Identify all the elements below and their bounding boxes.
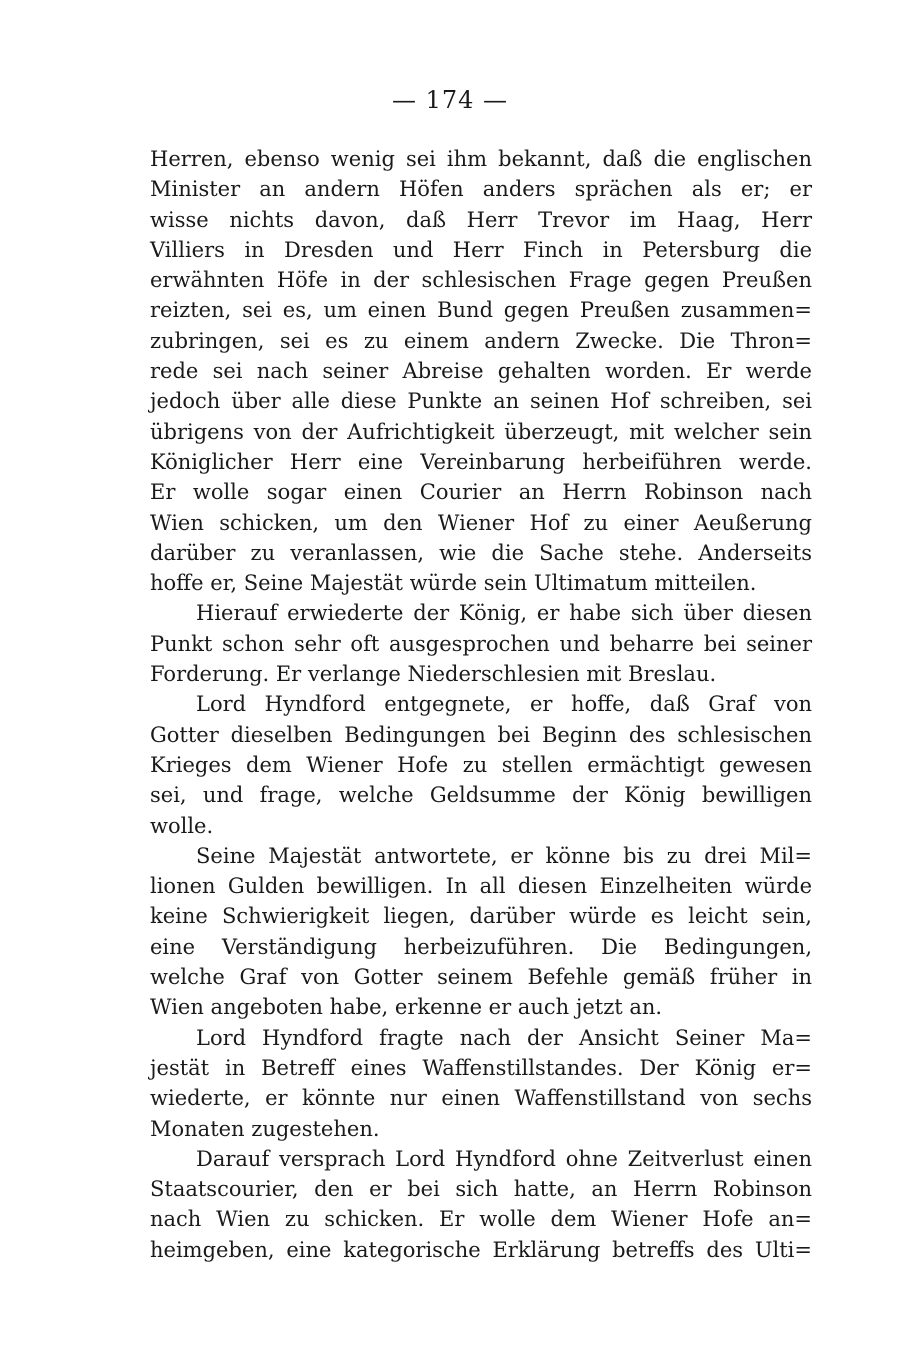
text-line: Minister an andern Höfen anders sprächen als er; er (150, 177, 812, 202)
text-line: übrigens von der Aufrichtigkeit überzeugt, mit welcher sein (150, 419, 812, 444)
text-line: eine Verständigung herbeizuführen. Die Bedingungen, (150, 934, 812, 959)
text-line: Gotter dieselben Bedingungen bei Beginn des schlesischen (150, 722, 812, 747)
text-line: nach Wien zu schicken. Er wolle dem Wiener Hofe an= (150, 1207, 812, 1232)
paragraph-first-line: Lord Hyndford entgegnete, er hoffe, daß Graf von (196, 692, 812, 717)
text-line: Villiers in Dresden und Herr Finch in Petersburg die (150, 237, 812, 262)
page-number: — 174 — (391, 86, 509, 114)
text-line: wolle. (150, 813, 214, 838)
text-line: wisse nichts davon, daß Herr Trevor im Haag, Herr (150, 207, 812, 232)
text-line: Forderung. Er verlange Niederschlesien mit Breslau. (150, 662, 717, 687)
text-line: Wien angeboten habe, erkenne er auch jetzt an. (150, 995, 663, 1020)
text-line: keine Schwierigkeit liegen, darüber würde es leicht sein, (150, 904, 812, 929)
text-line: erwähnten Höfe in der schlesischen Frage gegen Preußen (150, 268, 812, 293)
text-line: Staatscourier, den er bei sich hatte, an Herrn Robinson (150, 1177, 812, 1202)
text-line: sei, und frage, welche Geldsumme der König bewilligen (150, 783, 812, 808)
text-line: Er wolle sogar einen Courier an Herrn Robinson nach (150, 480, 812, 505)
text-line: jestät in Betreff eines Waffenstillstandes. Der König er= (150, 1055, 812, 1080)
text-line: Punkt schon sehr oft ausgesprochen und beharre bei seiner (150, 631, 812, 656)
text-line: Königlicher Herr eine Vereinbarung herbeiführen werde. (150, 449, 812, 474)
text-line: Krieges dem Wiener Hofe zu stellen ermächtigt gewesen (150, 752, 812, 777)
text-line: hoffe er, Seine Majestät würde sein Ultimatum mitteilen. (150, 571, 757, 596)
text-line: Herren, ebenso wenig sei ihm bekannt, daß die englischen (150, 147, 812, 171)
text-line: darüber zu veranlassen, wie die Sache stehe. Anderseits (150, 540, 812, 565)
paragraph-first-line: Hierauf erwiederte der König, er habe sich über diesen (196, 601, 812, 626)
text-line: rede sei nach seiner Abreise gehalten worden. Er werde (150, 359, 812, 384)
paragraph-first-line: Seine Majestät antwortete, er könne bis zu drei Mil= (196, 843, 812, 868)
paragraph-first-line: Darauf versprach Lord Hyndford ohne Zeitverlust einen (196, 1146, 812, 1171)
text-line: heimgeben, eine kategorische Erklärung betreffs des Ulti= (150, 1237, 812, 1262)
text-line: Wien schicken, um den Wiener Hof zu einer Aeußerung (150, 510, 812, 535)
text-line: welche Graf von Gotter seinem Befehle gemäß früher in (150, 965, 812, 990)
text-line: Monaten zugestehen. (150, 1116, 380, 1141)
text-line: jedoch über alle diese Punkte an seinen Hof schreiben, sei (150, 389, 812, 414)
paragraph-first-line: Lord Hyndford fragte nach der Ansicht Seiner Ma= (196, 1025, 812, 1050)
text-line: lionen Gulden bewilligen. In all diesen Einzelheiten würde (150, 874, 812, 899)
text-line: wiederte, er könnte nur einen Waffenstillstand von sechs (150, 1086, 812, 1111)
text-line: zubringen, sei es zu einem andern Zwecke. Die Thron= (150, 328, 812, 353)
body-text (150, 144, 812, 1265)
text-line: reizten, sei es, um einen Bund gegen Preußen zusammen= (150, 298, 812, 323)
